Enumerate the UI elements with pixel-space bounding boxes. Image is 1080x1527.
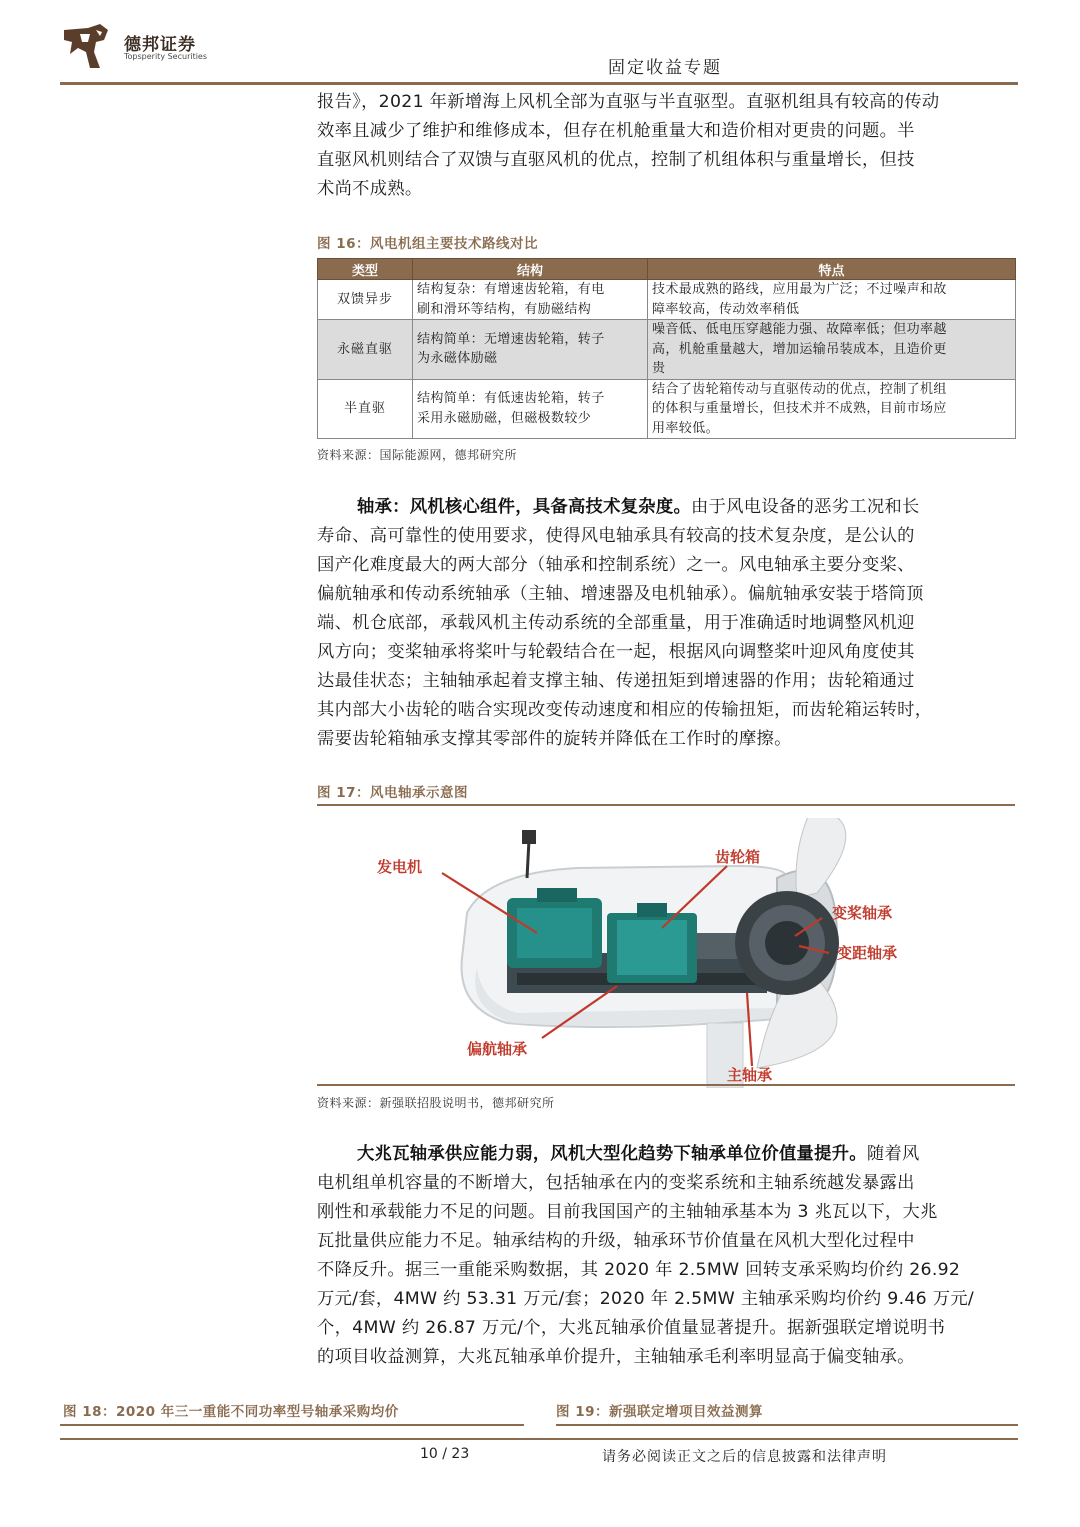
figure-16-source: 资料来源：国际能源网，德邦研究所 <box>317 448 518 462</box>
table-header-row <box>318 259 1016 280</box>
text-line: 直驱风机则结合了双馈与直驱风机的优点，控制了机组体积与重量增长，但技 <box>317 150 915 170</box>
text-line: 效率且减少了维护和维修成本，但存在机舱重量大和造价相对更贵的问题。半 <box>317 121 915 141</box>
figure-17-top-rule <box>317 804 1015 806</box>
text-line: 不降反升。据三一重能采购数据，其 2020 年 2.5MW 回转支承采购均价约 26.92 <box>317 1260 961 1280</box>
text-line: 轴承：风机核心组件，具备高技术复杂度。由于风电设备的恶劣工况和长 <box>357 497 920 517</box>
footer-divider <box>60 1438 1018 1440</box>
label-yaw-bearing: 偏航轴承 <box>467 1040 528 1058</box>
figure-19-title: 图 19：新强联定增项目效益测算 <box>556 1404 763 1420</box>
label-pitch-bearing: 变桨轴承 <box>832 904 893 922</box>
table-row <box>318 280 1016 320</box>
cell-feature: 噪音低、低电压穿越能力强、故障率低；但功率越 高，机舱重量越大，增加运输吊装成本，且造价更 贵 <box>648 320 1016 380</box>
label-variable-pitch-bearing: 变距轴承 <box>837 944 898 962</box>
text-line: 报告》，2021 年新增海上风机全部为直驱与半直驱型。直驱机组具有较高的传动 <box>317 92 940 112</box>
cell-feature: 结合了齿轮箱传动与直驱传动的优点，控制了机组 的体积与重量增长，但技术并不成熟，目前市场应 用率较低。 <box>648 379 1016 439</box>
column-header-feature: 特点 <box>648 259 1016 280</box>
text-line: 风方向；变桨轴承将桨叶与轮毂结合在一起，根据风向调整桨叶迎风角度使其 <box>317 642 915 662</box>
tech-route-table <box>317 258 1016 439</box>
text-line: 电机组单机容量的不断增大，包括轴承在内的变桨系统和主轴系统越发暴露出 <box>317 1173 915 1193</box>
text-line: 瓦批量供应能力不足。轴承结构的升级，轴承环节价值量在风机大型化过程中 <box>317 1231 915 1251</box>
text-line: 需要齿轮箱轴承支撑其零部件的旋转并降低在工作时的摩擦。 <box>317 729 792 749</box>
figure-16-title: 图 16：风电机组主要技术路线对比 <box>317 236 538 252</box>
figure-17-source: 资料来源：新强联招股说明书，德邦研究所 <box>317 1096 555 1110</box>
label-gearbox: 齿轮箱 <box>715 848 761 866</box>
cell-feature: 技术最成熟的路线，应用最为广泛；不过噪声和故 障率较高，传动效率稍低 <box>648 280 1016 320</box>
figure-17-bottom-rule <box>317 1084 1015 1086</box>
figure-18-rule <box>60 1424 524 1426</box>
bold-lead: 轴承：风机核心组件，具备高技术复杂度。 <box>357 497 692 517</box>
page-number: 10 / 23 <box>420 1446 470 1462</box>
report-type-label: 固定收益专题 <box>608 58 722 78</box>
text-line: 万元/套，4MW 约 53.31 万元/套；2020 年 2.5MW 主轴承采购均价约 9.46 万元/ <box>317 1289 975 1309</box>
text-line: 偏航轴承和传动系统轴承（主轴、增速器及电机轴承）。偏航轴承安装于塔筒顶 <box>317 584 924 604</box>
header-divider <box>60 82 1018 85</box>
wind-turbine-bearing-diagram <box>317 818 1015 1088</box>
text-line: 个，4MW 约 26.87 万元/个，大兆瓦轴承价值量显著提升。据新强联定增说明书 <box>317 1318 946 1338</box>
cell-structure: 结构简单：无增速齿轮箱，转子 为永磁体励磁 <box>413 320 648 380</box>
label-generator: 发电机 <box>377 858 423 876</box>
figure-17-title: 图 17：风电轴承示意图 <box>317 785 468 801</box>
brand-name-english: Topsperity Securities <box>124 52 208 61</box>
text-line: 的项目收益测算，大兆瓦轴承单价提升，主轴轴承毛利率明显高于偏变轴承。 <box>317 1347 915 1367</box>
cell-type: 永磁直驱 <box>318 320 413 380</box>
figure-19-rule <box>556 1424 1018 1426</box>
column-header-structure: 结构 <box>413 259 648 280</box>
cell-type: 半直驱 <box>318 379 413 439</box>
text-line: 达最佳状态；主轴轴承起着支撑主轴、传递扭矩到增速器的作用；齿轮箱通过 <box>317 671 915 691</box>
text-line: 端、机仓底部，承载风机主传动系统的全部重量，用于准确适时地调整风机迎 <box>317 613 915 633</box>
cell-type: 双馈异步 <box>318 280 413 320</box>
large-mw-paragraph <box>317 1140 1015 1372</box>
text-line: 术尚不成熟。 <box>317 179 423 199</box>
text-line: 其内部大小齿轮的啮合实现改变传动速度和相应的传输扭矩，而齿轮箱运转时， <box>317 700 933 720</box>
company-logo-icon <box>60 22 112 72</box>
intro-paragraph <box>317 88 1015 204</box>
column-header-type: 类型 <box>318 259 413 280</box>
text-line: 刚性和承载能力不足的问题。目前我国国产的主轴轴承基本为 3 兆瓦以下，大兆 <box>317 1202 938 1222</box>
cell-structure: 结构简单：有低速齿轮箱，转子 采用永磁励磁，但磁极数较少 <box>413 379 648 439</box>
figure-18-title: 图 18：2020 年三一重能不同功率型号轴承采购均价 <box>63 1404 399 1420</box>
label-main-bearing: 主轴承 <box>727 1066 773 1084</box>
footer-disclaimer: 请务必阅读正文之后的信息披露和法律声明 <box>602 1449 887 1465</box>
bold-lead: 大兆瓦轴承供应能力弱，风机大型化趋势下轴承单位价值量提升。 <box>357 1144 867 1164</box>
text-line: 寿命、高可靠性的使用要求，使得风电轴承具有较高的技术复杂度，是公认的 <box>317 526 915 546</box>
bearing-paragraph <box>317 493 1015 754</box>
brand-name: 德邦证券 <box>124 35 196 55</box>
text-line: 国产化难度最大的两大部分（轴承和控制系统）之一。风电轴承主要分变桨、 <box>317 555 915 575</box>
table-row <box>318 379 1016 439</box>
text-line: 大兆瓦轴承供应能力弱，风机大型化趋势下轴承单位价值量提升。随着风 <box>357 1144 920 1164</box>
cell-structure: 结构复杂：有增速齿轮箱，有电 刷和滑环等结构，有励磁结构 <box>413 280 648 320</box>
table-row <box>318 320 1016 380</box>
